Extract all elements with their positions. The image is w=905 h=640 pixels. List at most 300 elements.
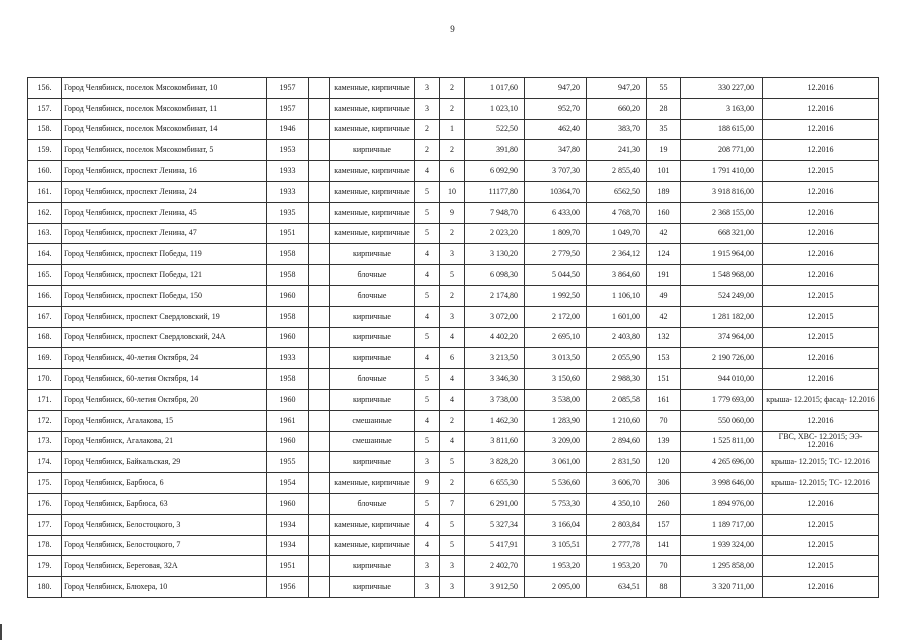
empty-cell	[309, 431, 330, 452]
cost-cell: 524 249,00	[681, 285, 763, 306]
address-cell: Город Челябинск, 60-летия Октября, 14	[62, 369, 267, 390]
total-area-cell: 7 948,70	[465, 202, 525, 223]
floors-cell: 4	[415, 535, 440, 556]
residential-area-cell: 2 894,60	[587, 431, 647, 452]
living-area-cell: 462,40	[525, 119, 587, 140]
entrances-cell: 2	[440, 98, 465, 119]
completion-date-cell: 12.2016	[763, 577, 879, 598]
total-area-cell: 3 912,50	[465, 577, 525, 598]
table-row	[28, 244, 879, 265]
living-area-cell: 3 061,00	[525, 452, 587, 473]
year-built-cell: 1960	[267, 431, 309, 452]
completion-date-cell: 12.2016	[763, 140, 879, 161]
residential-area-cell: 2 364,12	[587, 244, 647, 265]
wall-material-cell: каменные, кирпичные	[330, 223, 415, 244]
cost-cell: 4 265 696,00	[681, 452, 763, 473]
living-area-cell: 947,20	[525, 78, 587, 99]
residential-area-cell: 4 768,70	[587, 202, 647, 223]
completion-date-cell: ГВС, ХВС- 12.2015; ЭЭ- 12.2016	[763, 431, 879, 452]
total-area-cell: 391,80	[465, 140, 525, 161]
floors-cell: 3	[415, 452, 440, 473]
address-cell: Город Челябинск, проспект Свердловский, 24А	[62, 327, 267, 348]
year-built-cell: 1935	[267, 202, 309, 223]
empty-cell	[309, 556, 330, 577]
empty-cell	[309, 285, 330, 306]
wall-material-cell: кирпичные	[330, 452, 415, 473]
entrances-cell: 3	[440, 577, 465, 598]
entrances-cell: 3	[440, 556, 465, 577]
year-built-cell: 1951	[267, 223, 309, 244]
completion-date-cell: 12.2016	[763, 265, 879, 286]
empty-cell	[309, 577, 330, 598]
table-row	[28, 431, 879, 452]
row-number-cell: 176.	[28, 493, 62, 514]
row-number-cell: 171.	[28, 389, 62, 410]
cost-cell: 188 615,00	[681, 119, 763, 140]
total-area-cell: 3 213,50	[465, 348, 525, 369]
address-cell: Город Челябинск, Береговая, 32А	[62, 556, 267, 577]
cost-cell: 3 320 711,00	[681, 577, 763, 598]
table-row	[28, 265, 879, 286]
table-row	[28, 98, 879, 119]
floors-cell: 3	[415, 556, 440, 577]
row-number-cell: 161.	[28, 181, 62, 202]
wall-material-cell: каменные, кирпичные	[330, 98, 415, 119]
residents-cell: 157	[647, 514, 681, 535]
entrances-cell: 5	[440, 514, 465, 535]
cost-cell: 1 281 182,00	[681, 306, 763, 327]
table-row	[28, 389, 879, 410]
table-row	[28, 493, 879, 514]
total-area-cell: 6 092,90	[465, 161, 525, 182]
address-cell: Город Челябинск, поселок Мясокомбинат, 14	[62, 119, 267, 140]
floors-cell: 4	[415, 410, 440, 431]
year-built-cell: 1958	[267, 244, 309, 265]
total-area-cell: 11177,80	[465, 181, 525, 202]
row-number-cell: 174.	[28, 452, 62, 473]
address-cell: Город Челябинск, 60-летия Октября, 20	[62, 389, 267, 410]
living-area-cell: 1 283,90	[525, 410, 587, 431]
row-number-cell: 175.	[28, 473, 62, 494]
cost-cell: 944 010,00	[681, 369, 763, 390]
residents-cell: 19	[647, 140, 681, 161]
empty-cell	[309, 369, 330, 390]
floors-cell: 5	[415, 285, 440, 306]
address-cell: Город Челябинск, поселок Мясокомбинат, 10	[62, 78, 267, 99]
row-number-cell: 159.	[28, 140, 62, 161]
table-row	[28, 348, 879, 369]
row-number-cell: 168.	[28, 327, 62, 348]
residents-cell: 120	[647, 452, 681, 473]
cost-cell: 2 368 155,00	[681, 202, 763, 223]
residents-cell: 49	[647, 285, 681, 306]
wall-material-cell: каменные, кирпичные	[330, 514, 415, 535]
table-row	[28, 514, 879, 535]
cost-cell: 1 189 717,00	[681, 514, 763, 535]
residential-area-cell: 947,20	[587, 78, 647, 99]
wall-material-cell: кирпичные	[330, 327, 415, 348]
row-number-cell: 177.	[28, 514, 62, 535]
residents-cell: 151	[647, 369, 681, 390]
year-built-cell: 1934	[267, 535, 309, 556]
year-built-cell: 1960	[267, 493, 309, 514]
entrances-cell: 2	[440, 140, 465, 161]
living-area-cell: 2 095,00	[525, 577, 587, 598]
living-area-cell: 347,80	[525, 140, 587, 161]
total-area-cell: 6 098,30	[465, 265, 525, 286]
year-built-cell: 1934	[267, 514, 309, 535]
table-row	[28, 577, 879, 598]
living-area-cell: 2 172,00	[525, 306, 587, 327]
table-row	[28, 285, 879, 306]
address-cell: Город Челябинск, 40-летия Октября, 24	[62, 348, 267, 369]
address-cell: Город Челябинск, проспект Победы, 119	[62, 244, 267, 265]
living-area-cell: 1 809,70	[525, 223, 587, 244]
address-cell: Город Челябинск, поселок Мясокомбинат, 11	[62, 98, 267, 119]
total-area-cell: 3 072,00	[465, 306, 525, 327]
empty-cell	[309, 161, 330, 182]
total-area-cell: 1 017,60	[465, 78, 525, 99]
floors-cell: 3	[415, 577, 440, 598]
year-built-cell: 1933	[267, 348, 309, 369]
residential-area-cell: 6562,50	[587, 181, 647, 202]
address-cell: Город Челябинск, Белостоцкого, 7	[62, 535, 267, 556]
cost-cell: 550 060,00	[681, 410, 763, 431]
floors-cell: 5	[415, 369, 440, 390]
address-cell: Город Челябинск, Агалакова, 21	[62, 431, 267, 452]
living-area-cell: 3 150,60	[525, 369, 587, 390]
empty-cell	[309, 181, 330, 202]
year-built-cell: 1958	[267, 265, 309, 286]
table-row	[28, 556, 879, 577]
row-number-cell: 162.	[28, 202, 62, 223]
floors-cell: 5	[415, 389, 440, 410]
total-area-cell: 3 130,20	[465, 244, 525, 265]
completion-date-cell: 12.2016	[763, 202, 879, 223]
completion-date-cell: 12.2016	[763, 223, 879, 244]
residential-area-cell: 4 350,10	[587, 493, 647, 514]
residents-cell: 161	[647, 389, 681, 410]
entrances-cell: 10	[440, 181, 465, 202]
empty-cell	[309, 493, 330, 514]
living-area-cell: 10364,70	[525, 181, 587, 202]
floors-cell: 5	[415, 327, 440, 348]
residential-area-cell: 1 210,60	[587, 410, 647, 431]
wall-material-cell: блочные	[330, 285, 415, 306]
table-row	[28, 410, 879, 431]
completion-date-cell: 12.2016	[763, 98, 879, 119]
cost-cell: 374 964,00	[681, 327, 763, 348]
residential-area-cell: 2 055,90	[587, 348, 647, 369]
completion-date-cell: 12.2015	[763, 535, 879, 556]
living-area-cell: 3 166,04	[525, 514, 587, 535]
floors-cell: 5	[415, 202, 440, 223]
floors-cell: 4	[415, 161, 440, 182]
completion-date-cell: крыша- 12.2015; ТС- 12.2016	[763, 452, 879, 473]
wall-material-cell: каменные, кирпичные	[330, 78, 415, 99]
floors-cell: 3	[415, 98, 440, 119]
cost-cell: 1 894 976,00	[681, 493, 763, 514]
row-number-cell: 158.	[28, 119, 62, 140]
completion-date-cell: 12.2016	[763, 119, 879, 140]
cost-cell: 330 227,00	[681, 78, 763, 99]
residential-area-cell: 2 803,84	[587, 514, 647, 535]
housing-table-container	[27, 77, 878, 598]
wall-material-cell: кирпичные	[330, 244, 415, 265]
address-cell: Город Челябинск, Барбюса, 6	[62, 473, 267, 494]
empty-cell	[309, 327, 330, 348]
total-area-cell: 2 174,80	[465, 285, 525, 306]
completion-date-cell: 12.2015	[763, 161, 879, 182]
row-number-cell: 173.	[28, 431, 62, 452]
address-cell: Город Челябинск, Белостоцкого, 3	[62, 514, 267, 535]
table-row	[28, 140, 879, 161]
living-area-cell: 5 536,60	[525, 473, 587, 494]
cost-cell: 1 939 324,00	[681, 535, 763, 556]
cost-cell: 1 779 693,00	[681, 389, 763, 410]
residents-cell: 70	[647, 410, 681, 431]
entrances-cell: 3	[440, 306, 465, 327]
year-built-cell: 1960	[267, 327, 309, 348]
year-built-cell: 1951	[267, 556, 309, 577]
residents-cell: 141	[647, 535, 681, 556]
year-built-cell: 1933	[267, 181, 309, 202]
table-row	[28, 535, 879, 556]
row-number-cell: 156.	[28, 78, 62, 99]
cost-cell: 1 791 410,00	[681, 161, 763, 182]
table-row	[28, 473, 879, 494]
living-area-cell: 1 953,20	[525, 556, 587, 577]
entrances-cell: 4	[440, 389, 465, 410]
residential-area-cell: 1 106,10	[587, 285, 647, 306]
row-number-cell: 167.	[28, 306, 62, 327]
row-number-cell: 172.	[28, 410, 62, 431]
residents-cell: 55	[647, 78, 681, 99]
living-area-cell: 5 753,30	[525, 493, 587, 514]
row-number-cell: 179.	[28, 556, 62, 577]
living-area-cell: 3 013,50	[525, 348, 587, 369]
cost-cell: 3 163,00	[681, 98, 763, 119]
floors-cell: 4	[415, 306, 440, 327]
living-area-cell: 5 044,50	[525, 265, 587, 286]
row-number-cell: 163.	[28, 223, 62, 244]
completion-date-cell: 12.2015	[763, 306, 879, 327]
year-built-cell: 1957	[267, 98, 309, 119]
total-area-cell: 522,50	[465, 119, 525, 140]
cost-cell: 1 915 964,00	[681, 244, 763, 265]
residents-cell: 70	[647, 556, 681, 577]
table-row	[28, 306, 879, 327]
year-built-cell: 1955	[267, 452, 309, 473]
completion-date-cell: 12.2016	[763, 493, 879, 514]
table-row	[28, 119, 879, 140]
floors-cell: 2	[415, 119, 440, 140]
table-row	[28, 181, 879, 202]
entrances-cell: 4	[440, 327, 465, 348]
residents-cell: 153	[647, 348, 681, 369]
empty-cell	[309, 452, 330, 473]
residents-cell: 189	[647, 181, 681, 202]
address-cell: Город Челябинск, проспект Ленина, 47	[62, 223, 267, 244]
total-area-cell: 3 811,60	[465, 431, 525, 452]
row-number-cell: 166.	[28, 285, 62, 306]
year-built-cell: 1957	[267, 78, 309, 99]
year-built-cell: 1946	[267, 119, 309, 140]
empty-cell	[309, 202, 330, 223]
completion-date-cell: 12.2016	[763, 244, 879, 265]
cost-cell: 1 295 858,00	[681, 556, 763, 577]
address-cell: Город Челябинск, проспект Ленина, 45	[62, 202, 267, 223]
living-area-cell: 3 105,51	[525, 535, 587, 556]
floors-cell: 4	[415, 265, 440, 286]
living-area-cell: 6 433,00	[525, 202, 587, 223]
floors-cell: 2	[415, 140, 440, 161]
residents-cell: 28	[647, 98, 681, 119]
residents-cell: 191	[647, 265, 681, 286]
entrances-cell: 6	[440, 161, 465, 182]
year-built-cell: 1961	[267, 410, 309, 431]
completion-date-cell: 12.2016	[763, 369, 879, 390]
residential-area-cell: 634,51	[587, 577, 647, 598]
total-area-cell: 3 828,20	[465, 452, 525, 473]
total-area-cell: 6 291,00	[465, 493, 525, 514]
empty-cell	[309, 265, 330, 286]
address-cell: Город Челябинск, Блюхера, 10	[62, 577, 267, 598]
completion-date-cell: 12.2016	[763, 348, 879, 369]
empty-cell	[309, 410, 330, 431]
empty-cell	[309, 98, 330, 119]
year-built-cell: 1960	[267, 389, 309, 410]
housing-table	[27, 77, 879, 598]
residential-area-cell: 660,20	[587, 98, 647, 119]
entrances-cell: 1	[440, 119, 465, 140]
cost-cell: 2 190 726,00	[681, 348, 763, 369]
address-cell: Город Челябинск, проспект Победы, 121	[62, 265, 267, 286]
wall-material-cell: кирпичные	[330, 140, 415, 161]
cost-cell: 208 771,00	[681, 140, 763, 161]
total-area-cell: 6 655,30	[465, 473, 525, 494]
page-number: 9	[450, 24, 455, 34]
entrances-cell: 2	[440, 473, 465, 494]
cost-cell: 3 998 646,00	[681, 473, 763, 494]
row-number-cell: 178.	[28, 535, 62, 556]
completion-date-cell: 12.2015	[763, 514, 879, 535]
wall-material-cell: смешанные	[330, 431, 415, 452]
wall-material-cell: каменные, кирпичные	[330, 119, 415, 140]
residents-cell: 160	[647, 202, 681, 223]
residential-area-cell: 1 049,70	[587, 223, 647, 244]
wall-material-cell: каменные, кирпичные	[330, 181, 415, 202]
living-area-cell: 2 779,50	[525, 244, 587, 265]
living-area-cell: 3 707,30	[525, 161, 587, 182]
residents-cell: 42	[647, 306, 681, 327]
residents-cell: 42	[647, 223, 681, 244]
completion-date-cell: 12.2015	[763, 556, 879, 577]
entrances-cell: 4	[440, 369, 465, 390]
residential-area-cell: 241,30	[587, 140, 647, 161]
floors-cell: 4	[415, 348, 440, 369]
wall-material-cell: блочные	[330, 493, 415, 514]
residents-cell: 35	[647, 119, 681, 140]
residential-area-cell: 2 831,50	[587, 452, 647, 473]
floors-cell: 4	[415, 514, 440, 535]
table-row	[28, 452, 879, 473]
living-area-cell: 1 992,50	[525, 285, 587, 306]
table-body	[28, 78, 879, 598]
completion-date-cell: крыша- 12.2015; фасад- 12.2016	[763, 389, 879, 410]
residential-area-cell: 2 988,30	[587, 369, 647, 390]
entrances-cell: 5	[440, 265, 465, 286]
year-built-cell: 1958	[267, 306, 309, 327]
entrances-cell: 2	[440, 78, 465, 99]
table-row	[28, 327, 879, 348]
floors-cell: 5	[415, 431, 440, 452]
residential-area-cell: 2 085,58	[587, 389, 647, 410]
entrances-cell: 2	[440, 410, 465, 431]
living-area-cell: 2 695,10	[525, 327, 587, 348]
year-built-cell: 1956	[267, 577, 309, 598]
entrances-cell: 9	[440, 202, 465, 223]
cost-cell: 3 918 816,00	[681, 181, 763, 202]
residents-cell: 139	[647, 431, 681, 452]
residential-area-cell: 383,70	[587, 119, 647, 140]
row-number-cell: 165.	[28, 265, 62, 286]
entrances-cell: 3	[440, 244, 465, 265]
wall-material-cell: каменные, кирпичные	[330, 161, 415, 182]
completion-date-cell: крыша- 12.2015; ТС- 12.2016	[763, 473, 879, 494]
empty-cell	[309, 306, 330, 327]
residents-cell: 306	[647, 473, 681, 494]
table-row	[28, 161, 879, 182]
wall-material-cell: блочные	[330, 369, 415, 390]
wall-material-cell: каменные, кирпичные	[330, 535, 415, 556]
empty-cell	[309, 473, 330, 494]
empty-cell	[309, 119, 330, 140]
entrances-cell: 5	[440, 452, 465, 473]
entrances-cell: 6	[440, 348, 465, 369]
cost-cell: 668 321,00	[681, 223, 763, 244]
wall-material-cell: кирпичные	[330, 348, 415, 369]
scan-edge-mark	[0, 624, 2, 640]
wall-material-cell: блочные	[330, 265, 415, 286]
residential-area-cell: 2 777,78	[587, 535, 647, 556]
empty-cell	[309, 535, 330, 556]
residents-cell: 88	[647, 577, 681, 598]
wall-material-cell: каменные, кирпичные	[330, 202, 415, 223]
floors-cell: 4	[415, 244, 440, 265]
year-built-cell: 1958	[267, 369, 309, 390]
wall-material-cell: кирпичные	[330, 577, 415, 598]
entrances-cell: 7	[440, 493, 465, 514]
table-row	[28, 223, 879, 244]
total-area-cell: 2 023,20	[465, 223, 525, 244]
completion-date-cell: 12.2015	[763, 327, 879, 348]
living-area-cell: 3 538,00	[525, 389, 587, 410]
address-cell: Город Челябинск, проспект Свердловский, 19	[62, 306, 267, 327]
residential-area-cell: 3 864,60	[587, 265, 647, 286]
completion-date-cell: 12.2015	[763, 285, 879, 306]
row-number-cell: 180.	[28, 577, 62, 598]
empty-cell	[309, 223, 330, 244]
cost-cell: 1 548 968,00	[681, 265, 763, 286]
residents-cell: 124	[647, 244, 681, 265]
total-area-cell: 3 346,30	[465, 369, 525, 390]
empty-cell	[309, 78, 330, 99]
wall-material-cell: кирпичные	[330, 556, 415, 577]
entrances-cell: 4	[440, 431, 465, 452]
total-area-cell: 2 402,70	[465, 556, 525, 577]
total-area-cell: 1 462,30	[465, 410, 525, 431]
